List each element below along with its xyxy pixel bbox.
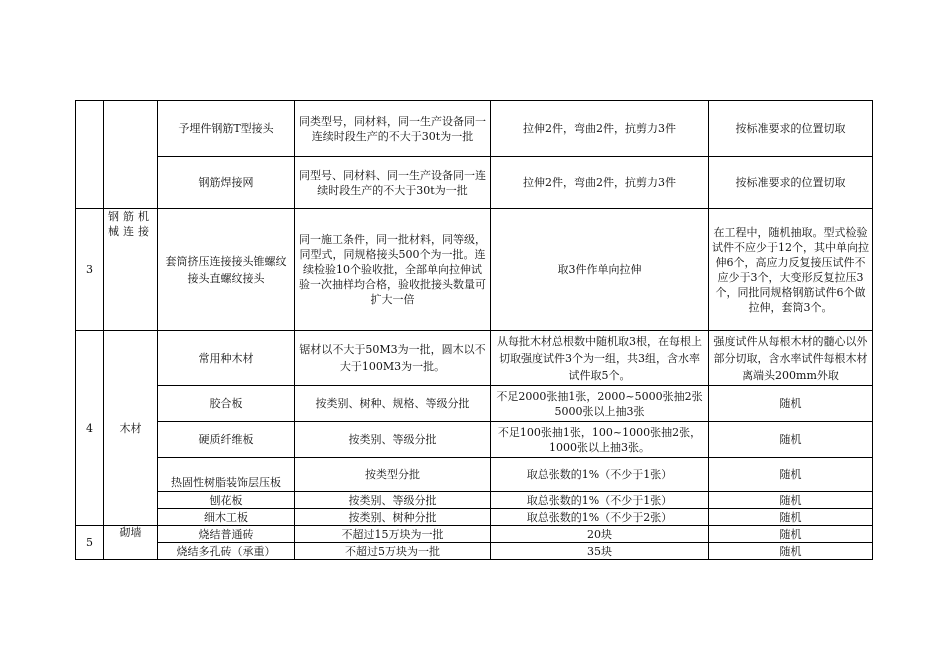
method-cell: 按标准要求的位置切取 (709, 157, 873, 209)
method-cell: 强度试件从每根木材的髓心以外部分切取，含水率试件每根木材离端头200mm外取 (709, 331, 873, 386)
table-row (76, 509, 873, 526)
table-row (76, 543, 873, 560)
item-cell: 常用种木材 (158, 331, 295, 386)
sample-cell: 取总张数的1%（不少于1张） (491, 492, 709, 509)
category-cell: 木材 (104, 331, 158, 526)
sample-cell: 拉伸2件，弯曲2件，抗剪力3件 (491, 157, 709, 209)
category-cell: 钢筋机械连接 (104, 209, 158, 331)
sample-cell: 不足100张抽1张，100~1000张抽2张，1000张以上抽3张。 (491, 422, 709, 458)
method-cell: 按标准要求的位置切取 (709, 101, 873, 157)
batch-rule-cell: 不超过15万块为一批 (295, 526, 491, 543)
table-row (76, 157, 873, 209)
sample-cell: 35块 (491, 543, 709, 560)
batch-rule-cell: 同型号、同材料、同一生产设备同一连续时段生产的不大于30t为一批 (295, 157, 491, 209)
method-cell: 随机 (709, 509, 873, 526)
row-number-cell: 4 (76, 331, 104, 526)
item-cell: 硬质纤维板 (158, 422, 295, 458)
sample-cell: 不足2000张抽1张，2000~5000张抽2张 5000张以上抽3张 (491, 386, 709, 422)
table-row (76, 331, 873, 386)
item-cell: 套筒挤压连接接头锥螺纹接头直螺纹接头 (158, 209, 295, 331)
row-number-cell: 5 (76, 526, 104, 560)
sample-cell: 拉伸2件，弯曲2件，抗剪力3件 (491, 101, 709, 157)
inspection-table-sheet (75, 100, 873, 560)
table-row (76, 209, 873, 331)
item-cell: 热固性树脂装饰层压板 (158, 458, 295, 492)
category-cell: 砌墙 (104, 526, 158, 560)
batch-rule-cell: 锯材以不大于50M3为一批，圆木以不大于100M3为一批。 (295, 331, 491, 386)
item-cell: 予埋件钢筋T型接头 (158, 101, 295, 157)
sample-cell: 取总张数的1%（不少于2张） (491, 509, 709, 526)
sample-cell: 取总张数的1%（不少于1张） (491, 458, 709, 492)
method-cell: 随机 (709, 492, 873, 509)
table-row (76, 101, 873, 157)
table-row (76, 526, 873, 543)
batch-rule-cell: 不超过5万块为一批 (295, 543, 491, 560)
method-cell: 随机 (709, 458, 873, 492)
table-row (76, 422, 873, 458)
table-row (76, 492, 873, 509)
batch-rule-cell: 按类别、树种分批 (295, 509, 491, 526)
method-cell: 在工程中，随机抽取。型式检验试件不应少于12个，其中单向拉伸6个，高应力反复接压试件不应少于3个，大变形反复拉压3个，同批同规格钢筋试件6个做拉伸，套筒3个。 (709, 209, 873, 331)
table-row (76, 386, 873, 422)
sample-cell: 取3件作单向拉伸 (491, 209, 709, 331)
category-cell (104, 101, 158, 209)
method-cell: 随机 (709, 386, 873, 422)
method-cell: 随机 (709, 526, 873, 543)
method-cell: 随机 (709, 422, 873, 458)
table-row (76, 458, 873, 492)
row-number-cell (76, 101, 104, 209)
method-cell: 随机 (709, 543, 873, 560)
batch-rule-cell: 同类型号，同材料，同一生产设备同一连续时段生产的不大于30t为一批 (295, 101, 491, 157)
item-cell: 刨花板 (158, 492, 295, 509)
item-cell: 烧结普通砖 (158, 526, 295, 543)
row-number-cell: 3 (76, 209, 104, 331)
batch-rule-cell: 按类型分批 (295, 458, 491, 492)
item-cell: 钢筋焊接网 (158, 157, 295, 209)
batch-rule-cell: 按类别、等级分批 (295, 492, 491, 509)
sampling-standards-table (75, 100, 873, 560)
sample-cell: 20块 (491, 526, 709, 543)
item-cell: 胶合板 (158, 386, 295, 422)
sample-cell: 从每批木材总根数中随机取3根，在每根上切取强度试件3个为一组，共3组，含水率试件取5个。 (491, 331, 709, 386)
batch-rule-cell: 按类别、树种、规格、等级分批 (295, 386, 491, 422)
batch-rule-cell: 同一施工条件，同一批材料，同等级，同型式，同规格接头500个为一批。连续检验10个验收批，全部单向拉伸试验一次抽样均合格，验收批接头数量可扩大一倍 (295, 209, 491, 331)
item-cell: 烧结多孔砖（承重） (158, 543, 295, 560)
batch-rule-cell: 按类别、等级分批 (295, 422, 491, 458)
item-cell: 细木工板 (158, 509, 295, 526)
